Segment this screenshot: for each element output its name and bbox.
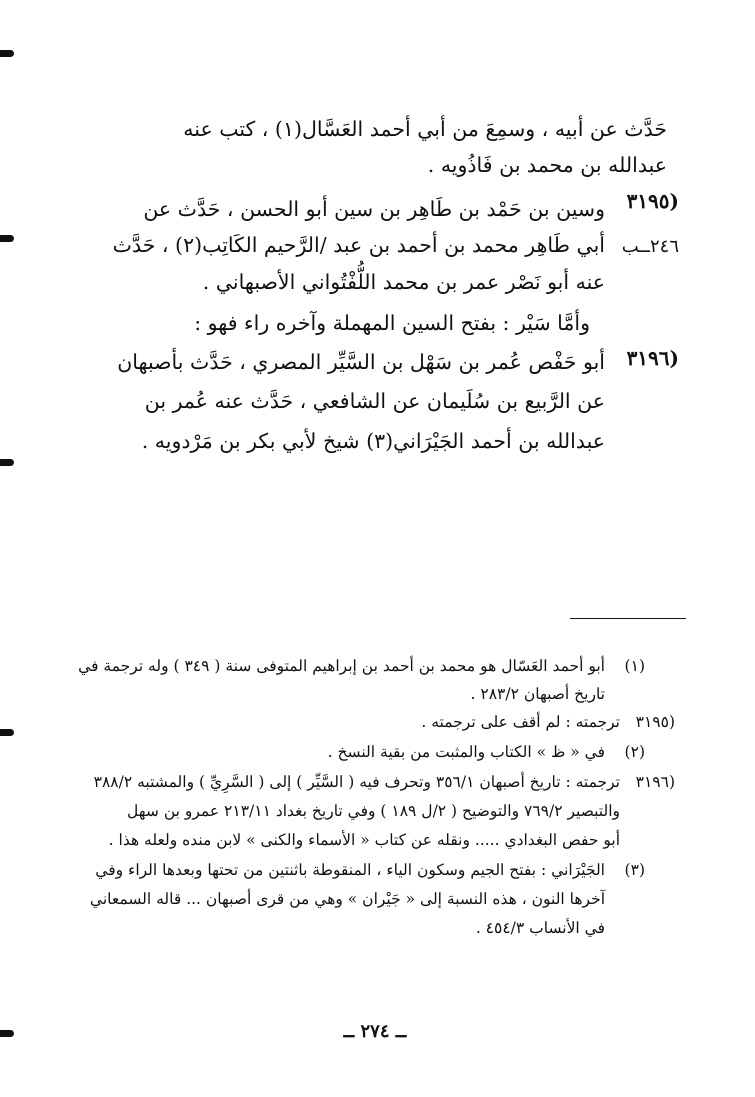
folio-marker: ٢٤٦ــب — [621, 236, 679, 257]
footnote-line: أبو أحمد العَسّال هو محمد بن أحمد بن إبراهيم المتوفى سنة ( ٣٤٩ ) وله ترجمة في — [78, 657, 605, 675]
main-text-line: عبدالله بن أحمد الجَيْرَاني(٣) شيخ لأبي بكر بن مَرْدويه . — [141, 429, 605, 453]
footnote-line: ترجمته : تاريخ أصبهان ٣٥٦/١ وتحرف فيه ( السَّيِّر ) إلى ( السَّرِيِّ ) والمشتبه ٣٨٨/٢ — [93, 773, 620, 791]
footnote-line: والتبصير ٧٦٩/٢ والتوضيح ( ٢/ل ١٨٩ ) وفي تاريخ بغداد ٢١٣/١١ عمرو بن سهل — [127, 802, 620, 820]
binding-mark — [0, 50, 14, 57]
main-text-line: حَدَّث عن أبيه ، وسمِعَ من أبي أحمد العَسَّال(١) ، كتب عنه — [183, 117, 667, 141]
footnote-marker: (٣١٩٦ — [635, 773, 675, 791]
footnote-marker: (٣١٩٥ — [635, 713, 675, 731]
footnote-line: تاريخ أصبهان ٢٨٣/٢ . — [470, 685, 605, 703]
footnote-line: في الأنساب ٤٥٤/٣ . — [475, 919, 605, 937]
page-number: ــ ٢٧٤ ــ — [343, 1021, 407, 1042]
main-text-line: أبو حَفْص عُمر بن سَهْل بن السَّيِّر المصري ، حَدَّث بأصبهان — [117, 350, 605, 374]
binding-mark — [0, 729, 14, 736]
main-text-line: عبدالله بن محمد بن فَاذُويه . — [427, 153, 667, 177]
footnote-marker: (١) — [624, 657, 645, 675]
main-text-line: وأمَّا سَيْر : بفتح السين المهملة وآخره راء فهو : — [194, 311, 590, 335]
footnote-marker: (٣) — [624, 861, 645, 879]
binding-mark — [0, 1030, 14, 1037]
main-text-line: أبي طَاهِر محمد بن أحمد بن عبد /الرَّحيم الكَاتِب(٢) ، حَدَّث — [112, 233, 605, 257]
binding-mark — [0, 235, 14, 242]
entry-number: (٣١٩٦ — [626, 346, 679, 370]
footnote-line: أبو حفص البغدادي ..... ونقله عن كتاب « الأسماء والكنى » لابن منده ولعله هذا . — [108, 831, 620, 849]
footnote-line: في « ظ » الكتاب والمثبت من بقية النسخ . — [327, 743, 605, 761]
entry-number: (٣١٩٥ — [626, 189, 679, 213]
main-text-line: عن الرَّبيع بن سُلَيمان عن الشافعي ، حَدَّث عنه عُمر بن — [144, 389, 605, 413]
main-text-line: عنه أبو نَصْر عمر بن محمد اللُّفْتُواني الأصبهاني . — [202, 270, 605, 294]
footnote-line: الجَيْرَاني : بفتح الجيم وسكون الياء ، المنقوطة باثنتين من تحتها وبعدها الراء وفي — [95, 861, 605, 879]
binding-mark — [0, 459, 14, 466]
footnote-separator — [570, 618, 686, 619]
footnote-line: آخرها النون ، هذه النسبة إلى « جَيْران » وهي من قرى أصبهان ... قاله السمعاني — [89, 890, 605, 908]
main-text-line: وسين بن حَمْد بن طَاهِر بن سين أبو الحسن ، حَدَّث عن — [143, 197, 605, 221]
footnote-marker: (٢) — [624, 743, 645, 761]
footnote-line: ترجمته : لم أقف على ترجمته . — [421, 713, 620, 731]
